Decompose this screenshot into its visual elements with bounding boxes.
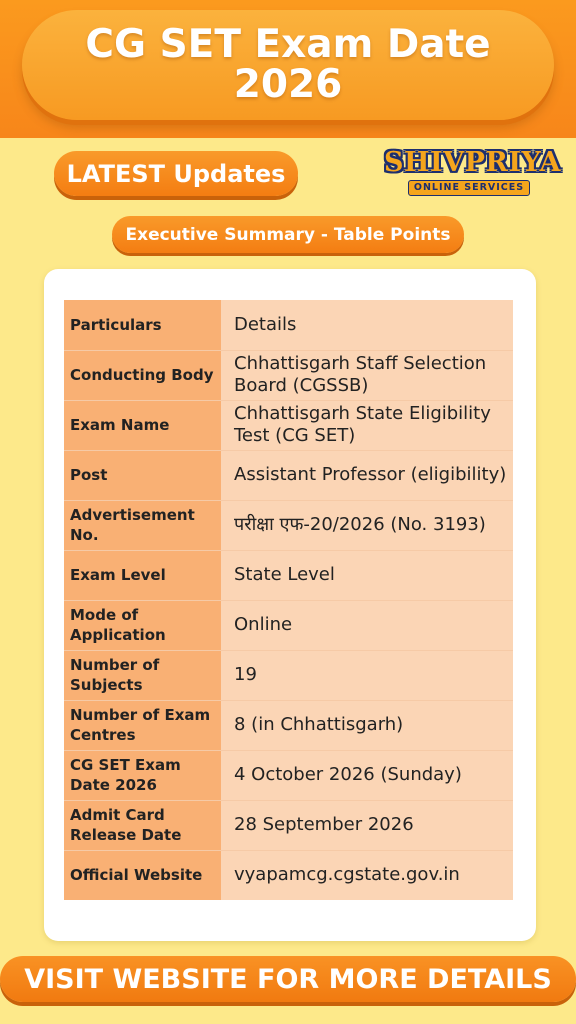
table-row <box>64 500 513 550</box>
row-label: Exam Level <box>64 550 221 600</box>
row-label: Number of Exam Centres <box>64 700 221 750</box>
executive-summary-badge: Executive Summary - Table Points <box>112 216 464 253</box>
row-value: Assistant Professor (eligibility) <box>221 450 513 500</box>
row-label: Post <box>64 450 221 500</box>
visit-website-button[interactable]: VISIT WEBSITE FOR MORE DETAILS <box>0 956 576 1002</box>
table-row <box>64 850 513 900</box>
table-row <box>64 350 513 400</box>
official-website-link[interactable]: vyapamcg.cgstate.gov.in <box>221 850 513 900</box>
row-label: Mode of Application <box>64 600 221 650</box>
row-label: Exam Name <box>64 400 221 450</box>
row-value: 4 October 2026 (Sunday) <box>221 750 513 800</box>
row-value: 8 (in Chhattisgarh) <box>221 700 513 750</box>
row-label: Official Website <box>64 850 221 900</box>
row-value: Chhattisgarh Staff Selection Board (CGSSB) <box>221 350 513 400</box>
row-value: Online <box>221 600 513 650</box>
table-row <box>64 400 513 450</box>
row-label: Number of Subjects <box>64 650 221 700</box>
row-label: CG SET Exam Date 2026 <box>64 750 221 800</box>
details-table <box>64 300 513 900</box>
shivpriya-logo <box>384 147 561 197</box>
title-banner <box>22 10 554 120</box>
row-value: 19 <box>221 650 513 700</box>
logo-tagline: ONLINE SERVICES <box>408 180 530 196</box>
row-label: Advertisement No. <box>64 500 221 550</box>
row-label: Admit Card Release Date <box>64 800 221 850</box>
latest-updates-badge: LATEST Updates <box>54 151 298 196</box>
page-title: CG SET Exam Date 2026 <box>85 22 491 107</box>
table-row <box>64 800 513 850</box>
table-row <box>64 700 513 750</box>
row-value: Details <box>221 300 513 350</box>
table-row <box>64 550 513 600</box>
logo-wordmark: SHIVPRIYA <box>384 147 561 178</box>
table-row <box>64 300 513 350</box>
row-value: परीक्षा एफ-20/2026 (No. 3193) <box>221 500 513 550</box>
row-value: 28 September 2026 <box>221 800 513 850</box>
table-row <box>64 650 513 700</box>
table-row <box>64 600 513 650</box>
row-value: Chhattisgarh State Eligibility Test (CG SET) <box>221 400 513 450</box>
row-value: State Level <box>221 550 513 600</box>
row-label: Conducting Body <box>64 350 221 400</box>
row-label: Particulars <box>64 300 221 350</box>
table-row <box>64 750 513 800</box>
table-row <box>64 450 513 500</box>
